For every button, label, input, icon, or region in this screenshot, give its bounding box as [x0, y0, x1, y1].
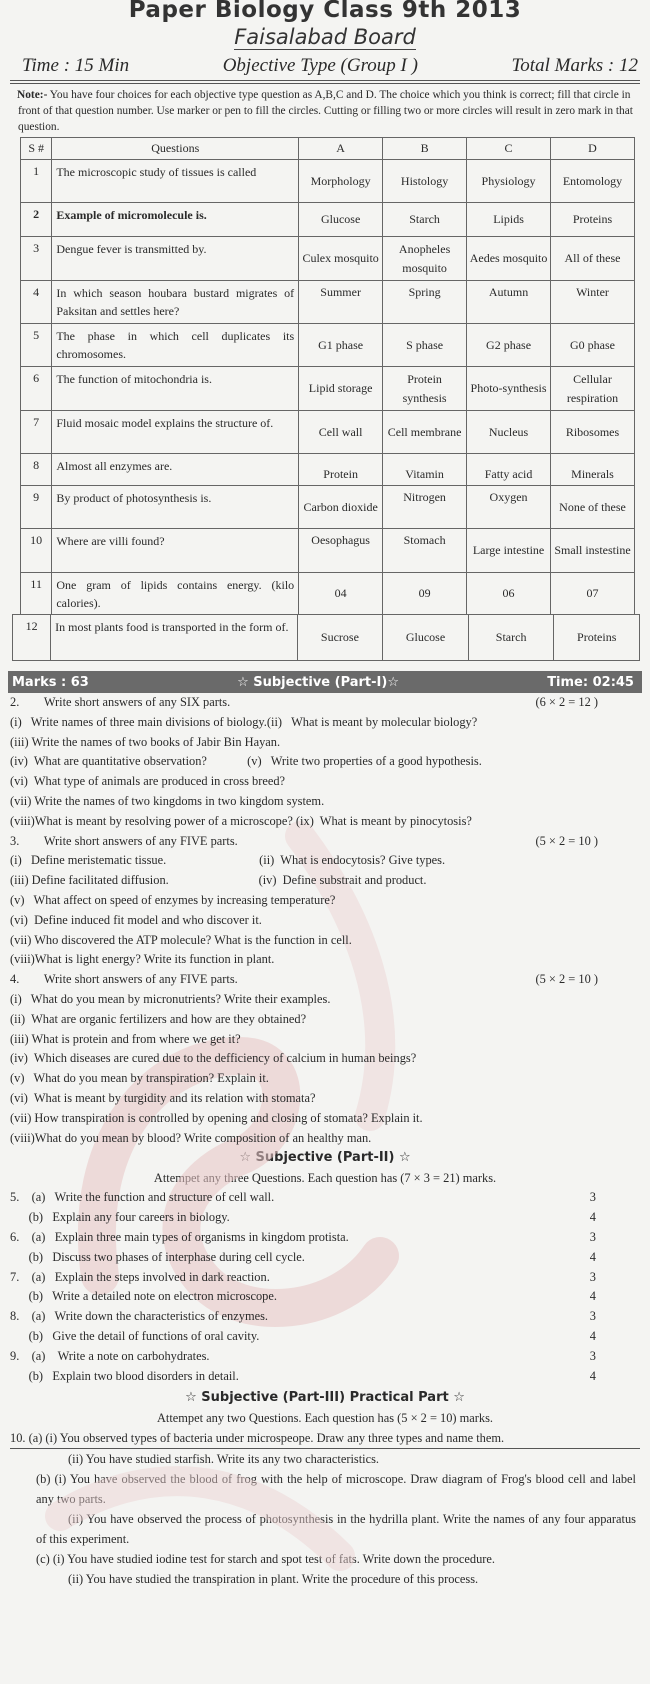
question-marks: (6 × 2 = 12 ): [535, 695, 598, 709]
option-b: 09: [383, 573, 467, 615]
long-question-marks: 3: [589, 1190, 596, 1205]
part3-instruction: Attempet any two Questions. Each question has (5 × 2 = 10) marks.: [156, 1411, 494, 1426]
subjective-marks: Marks : 63: [12, 674, 89, 690]
header-cell: Questions: [52, 138, 299, 160]
question-part: (iv) Which diseases are cured due to the defficiency of calcium in human beings?: [10, 1051, 417, 1066]
option-d: Entomology: [551, 160, 635, 203]
question-part: (vii) Who discovered the ATP molecule? What is the function in cell.: [10, 932, 352, 947]
long-question-text: (b) Write a detailed note on electron microscope.: [10, 1289, 277, 1304]
option-d: 07: [551, 573, 635, 615]
long-question-text: 7. (a) Explain the steps involved in dark reaction.: [10, 1269, 270, 1284]
long-question: [0, 1327, 650, 1347]
question-number: 1: [21, 160, 52, 203]
question-text: By product of photosynthesis is.: [52, 486, 299, 529]
header-cell: S #: [21, 138, 52, 160]
table-row: [21, 573, 635, 615]
table-row: [21, 411, 635, 454]
question-marks: (5 × 2 = 10 ): [535, 972, 598, 987]
question-part: (i) Write names of three main divisions of biology.(ii) What is meant by molecular biology?: [10, 714, 478, 729]
table-row: [21, 367, 635, 411]
long-question: [0, 1248, 650, 1268]
question-part: (vii) How transpiration is controlled by opening and closing of stomata? Explain it.: [10, 1110, 423, 1125]
table-row: [13, 615, 640, 661]
option-c: Aedes mosquito: [467, 237, 551, 281]
long-question: [0, 1367, 650, 1387]
question-part: (vii) Write the names of two kingdoms in two kingdom system.: [10, 793, 325, 808]
option-c: G2 phase: [467, 324, 551, 367]
question-part: (i) Define meristematic tissue. (ii) What is endocytosis? Give types.: [10, 853, 446, 868]
note-text: You have four choices for each objective type question as A,B,C and D. The choice which you think is correct; fill that circle in front of that question number. Use marker or pen to fill the circles. Cutting or filling two or more circles will result in zero mark in that question.: [18, 89, 633, 133]
question-number: 4: [21, 281, 52, 324]
subjective-time: Time: 02:45: [547, 674, 634, 690]
question-3-block: [0, 832, 650, 971]
long-question-marks: 4: [589, 1289, 596, 1304]
long-question: [0, 1268, 650, 1288]
option-b: Protein synthesis: [383, 367, 467, 411]
option-d: Ribosomes: [551, 411, 635, 454]
option-a: Oesophagus: [299, 529, 383, 573]
long-question-marks: 3: [589, 1229, 596, 1244]
header-cell: D: [551, 138, 635, 160]
header-cell: B: [383, 138, 467, 160]
question-part: (vi) What is meant by turgidity and its relation with stomata?: [10, 1090, 316, 1105]
question-part: (iii) Define facilitated diffusion. (iv) Define substrait and product.: [10, 873, 427, 888]
option-a: Summer: [299, 281, 383, 324]
board-name: Faisalabad Board: [234, 25, 416, 49]
mcq-table: [20, 137, 635, 615]
option-c: Lipids: [467, 203, 551, 237]
question-part: (viii)What do you mean by blood? Write composition of an healthy man.: [10, 1130, 372, 1145]
option-c: Photo-synthesis: [467, 367, 551, 411]
option-c: Starch: [468, 615, 554, 661]
subjective-part2-title: ☆ Subjective (Part-II) ☆: [239, 1150, 411, 1166]
practical-question: (ii) You have studied starfish. Write its any two characteristics.: [68, 1452, 380, 1467]
option-c: Large intestine: [467, 529, 551, 573]
option-b: Stomach: [383, 529, 467, 573]
subjective-banner: [8, 671, 642, 693]
option-b: Glucose: [383, 615, 469, 661]
long-question-marks: 4: [589, 1368, 596, 1383]
question-text: In which season houbara bustard migrates of Paksitan and settles here?: [52, 281, 299, 324]
table-row: [21, 454, 635, 486]
total-marks-label: Total Marks : 12: [511, 55, 638, 76]
long-question: [0, 1208, 650, 1228]
long-question-text: 5. (a) Write the function and structure of cell wall.: [10, 1190, 275, 1205]
option-b: Vitamin: [383, 454, 467, 486]
question-text: The phase in which cell duplicates its chromosomes.: [52, 324, 299, 367]
question-marks: (5 × 2 = 10 ): [535, 833, 598, 848]
option-c: Autumn: [467, 281, 551, 324]
long-question: [0, 1287, 650, 1307]
header-cell: C: [467, 138, 551, 160]
instructions-note: [0, 84, 650, 137]
long-question-marks: 4: [589, 1249, 596, 1264]
question-part: (viii)What is meant by resolving power of a microscope? (ix) What is meant by pinocytosis?: [10, 813, 472, 828]
question-part: (iii) What is protein and from where we get it?: [10, 1031, 241, 1046]
long-question: [0, 1347, 650, 1367]
option-b: Cell membrane: [383, 411, 467, 454]
option-d: All of these: [551, 237, 635, 281]
option-a: Protein: [299, 454, 383, 486]
option-d: Proteins: [551, 203, 635, 237]
question-number: 9: [21, 486, 52, 529]
option-c: Oxygen: [467, 486, 551, 529]
option-a: Culex mosquito: [299, 237, 383, 281]
part2-instruction: Attempet any three Questions. Each question has (7 × 3 = 21) marks.: [153, 1171, 497, 1186]
long-question-marks: 3: [589, 1348, 596, 1363]
question-number: 10: [21, 529, 52, 573]
subjective-part3-title: ☆ Subjective (Part-III) Practical Part ☆: [185, 1390, 465, 1406]
option-d: None of these: [551, 486, 635, 529]
header-cell: A: [299, 138, 383, 160]
option-d: G0 phase: [551, 324, 635, 367]
long-question-marks: 4: [589, 1328, 596, 1343]
paper-type-label: Objective Type (Group I ): [222, 55, 418, 76]
question-part: (viii)What is light energy? Write its function in plant.: [10, 952, 275, 967]
option-a: Glucose: [299, 203, 383, 237]
option-c: 06: [467, 573, 551, 615]
time-label: Time : 15 Min: [22, 55, 130, 76]
question-text: In most plants food is transported in the form of.: [51, 615, 297, 661]
option-a: Sucrose: [297, 615, 383, 661]
table-row: [21, 160, 635, 203]
option-a: Morphology: [299, 160, 383, 203]
question-number: 6: [21, 367, 52, 411]
long-question: [0, 1188, 650, 1208]
table-row: [21, 281, 635, 324]
long-question: [0, 1307, 650, 1327]
option-b: S phase: [383, 324, 467, 367]
long-question-text: (b) Explain two blood disorders in detail.: [10, 1368, 239, 1383]
part2-questions: [0, 1188, 650, 1386]
question-part: (iii) Write the names of two books of Jabir Bin Hayan.: [10, 734, 281, 749]
practical-question: (ii) You have studied the transpiration in plant. Write the procedure of this process.: [68, 1572, 479, 1587]
question-head: 2. Write short answers of any SIX parts.: [10, 695, 231, 709]
long-question-text: 8. (a) Write down the characteristics of enzymes.: [10, 1309, 269, 1324]
question-number: 11: [21, 573, 52, 615]
option-d: Small instestine: [551, 529, 635, 573]
question-part: (v) What affect on speed of enzymes by increasing temperature?: [10, 892, 336, 907]
paper-info-line: [0, 50, 650, 78]
question-part: (v) What do you mean by transpiration? Explain it.: [10, 1071, 269, 1086]
practical-question: (ii) You have observed the process of photosynthesis in the hydrilla plant. Write the names of any four apparatus of this experiment.: [36, 1512, 636, 1547]
practical-question: 10. (a) (i) You observed types of bacteria under microspeope. Draw any three types and name them.: [10, 1431, 505, 1446]
question-4-block: [0, 970, 650, 1148]
question-part: (iv) What are quantitative observation? (v) Write two properties of a good hypothesis.: [10, 754, 482, 769]
table-row: [21, 237, 635, 281]
option-c: Physiology: [467, 160, 551, 203]
question-text: Dengue fever is transmitted by.: [52, 237, 299, 281]
question-text: The function of mitochondria is.: [52, 367, 299, 411]
question-text: One gram of lipids contains energy. (kilo calories).: [52, 573, 299, 615]
long-question-text: (b) Explain any four careers in biology.: [10, 1210, 230, 1225]
question-part: (vi) Define induced fit model and who discover it.: [10, 912, 262, 927]
long-question-marks: 3: [589, 1269, 596, 1284]
long-question-marks: 3: [589, 1309, 596, 1324]
note-label: Note:-: [17, 89, 48, 101]
option-d: Cellular respiration: [551, 367, 635, 411]
question-number: 2: [21, 203, 52, 237]
practical-question: (c) (i) You have studied iodine test for starch and spot test of fats. Write down the procedure.: [36, 1552, 495, 1567]
table-header-row: [21, 138, 635, 160]
option-a: Lipid storage: [299, 367, 383, 411]
question-number: 8: [21, 454, 52, 486]
question-2-block: [0, 693, 650, 832]
subjective-part1-title: ☆ Subjective (Part-I)☆: [237, 674, 399, 690]
option-d: Minerals: [551, 454, 635, 486]
long-question-marks: 4: [589, 1210, 596, 1225]
question-head: 4. Write short answers of any FIVE parts.: [10, 972, 238, 987]
question-number: 5: [21, 324, 52, 367]
option-a: Carbon dioxide: [299, 486, 383, 529]
question-part: (vi) What type of animals are produced in cross breed?: [10, 774, 286, 789]
option-c: Fatty acid: [467, 454, 551, 486]
option-b: Nitrogen: [383, 486, 467, 529]
question-text: Example of micromolecule is.: [52, 203, 299, 237]
question-text: Where are villi found?: [52, 529, 299, 573]
question-text: Fluid mosaic model explains the structure of.: [52, 411, 299, 454]
option-a: 04: [299, 573, 383, 615]
long-question-text: (b) Give the detail of functions of oral cavity.: [10, 1328, 260, 1343]
table-row: [21, 529, 635, 573]
question-part: (ii) What are organic fertilizers and how are they obtained?: [10, 1011, 307, 1026]
option-a: Cell wall: [299, 411, 383, 454]
long-question: [0, 1228, 650, 1248]
mcq-table-last-row: [12, 614, 640, 661]
question-number: 12: [13, 615, 51, 661]
table-row: [21, 203, 635, 237]
question-number: 3: [21, 237, 52, 281]
question-head: 3. Write short answers of any FIVE parts.: [10, 833, 238, 848]
table-row: [21, 486, 635, 529]
question-part: (i) What do you mean by micronutrients? Write their examples.: [10, 991, 331, 1006]
option-b: Anopheles mosquito: [383, 237, 467, 281]
option-b: Starch: [383, 203, 467, 237]
question-number: 7: [21, 411, 52, 454]
option-b: Histology: [383, 160, 467, 203]
question-text: Almost all enzymes are.: [52, 454, 299, 486]
question-text: The microscopic study of tissues is called: [52, 160, 299, 203]
long-question-text: 6. (a) Explain three main types of organisms in kingdom protista.: [10, 1229, 349, 1244]
option-c: Nucleus: [467, 411, 551, 454]
option-b: Spring: [383, 281, 467, 324]
practical-question: (b) (i) You have observed the blood of frog with the help of microscope. Draw diagram of Frog's blood cell and label any two parts.: [36, 1472, 636, 1507]
long-question-text: (b) Discuss two phases of interphase during cell cycle.: [10, 1249, 305, 1264]
table-row: [21, 324, 635, 367]
option-d: Winter: [551, 281, 635, 324]
long-question-text: 9. (a) Write a note on carbohydrates.: [10, 1348, 210, 1363]
option-d: Proteins: [554, 615, 640, 661]
option-a: G1 phase: [299, 324, 383, 367]
page-title: Paper Biology Class 9th 2013: [128, 0, 522, 23]
